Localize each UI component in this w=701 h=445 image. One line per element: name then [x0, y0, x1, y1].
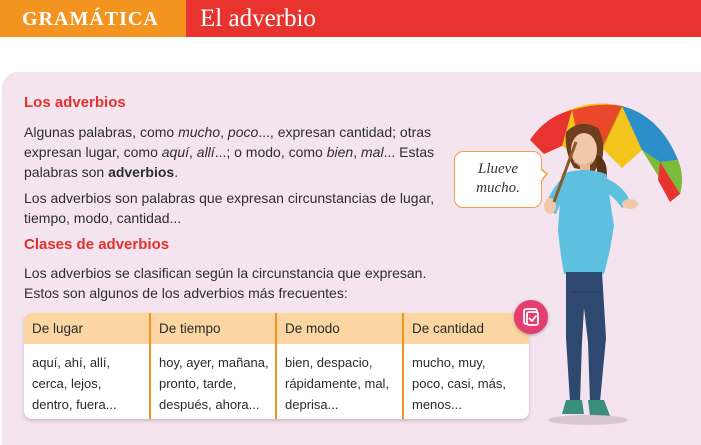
cell-line: hoy, ayer, mañana, — [159, 355, 269, 370]
speech-line: mucho. — [476, 180, 520, 196]
definition-paragraph: Los adverbios son palabras que expresan circunstancias de lugar, tiempo, modo, cantidad... — [24, 190, 435, 226]
section-title-los-adverbios: Los adverbios — [24, 94, 126, 111]
example-word: poco — [227, 124, 259, 140]
cell-line: bien, despacio, — [285, 355, 373, 370]
intro-paragraph — [24, 122, 454, 182]
cell-line: menos... — [412, 397, 462, 412]
header-de-cantidad: De cantidad — [412, 321, 485, 336]
cell-line: rápidamente, mal, — [285, 376, 390, 391]
example-word: mal — [361, 144, 384, 160]
example-word: mucho — [178, 124, 221, 140]
text-run: , — [189, 144, 197, 160]
key-term: adverbios — [108, 164, 175, 180]
cell-line: dentro, fuera... — [32, 397, 117, 412]
header-de-tiempo: De tiempo — [159, 321, 221, 336]
text-run: ..., expresan cantidad; otras expresan lugar, como — [24, 124, 432, 160]
cell-de-tiempo — [151, 352, 275, 415]
cell-line: poco, casi, más, — [412, 376, 506, 391]
cell-de-modo — [277, 352, 402, 415]
header-de-lugar: De lugar — [32, 321, 84, 336]
cell-line: deprisa... — [285, 397, 339, 412]
text-run: ... Estas palabras son — [24, 144, 435, 180]
example-word: bien — [326, 144, 354, 160]
speech-line: Llueve — [478, 161, 518, 177]
text-run: . — [174, 164, 179, 180]
example-word: aquí — [161, 144, 189, 160]
page-title: El adverbio — [200, 5, 316, 32]
girl-with-umbrella-illustration — [510, 102, 701, 432]
cell-line: mucho, muy, — [412, 355, 486, 370]
header-de-modo: De modo — [285, 321, 340, 336]
section-title-clases: Clases de adverbios — [24, 236, 170, 253]
cell-de-lugar — [24, 352, 149, 415]
cell-line: pronto, tarde, — [159, 376, 237, 391]
cell-line: cerca, lejos, — [32, 376, 102, 391]
text-run: , — [353, 144, 361, 160]
text-run: , — [220, 124, 228, 140]
adverbs-table — [24, 313, 529, 419]
section-tag: GRAMÁTICA — [0, 0, 186, 37]
example-word: allí — [196, 144, 215, 160]
text-run: ...; o modo, como — [214, 144, 327, 160]
text-run: Algunas palabras, como — [24, 124, 179, 140]
classification-paragraph: Los adverbios se clasifican según la circunstancia que expresan. Estos son algunos de los adverbios más frecuentes: — [24, 265, 427, 301]
cell-line: aquí, ahí, allí, — [32, 355, 111, 370]
cell-line: después, ahora... — [159, 397, 260, 412]
header-bar — [0, 0, 701, 37]
